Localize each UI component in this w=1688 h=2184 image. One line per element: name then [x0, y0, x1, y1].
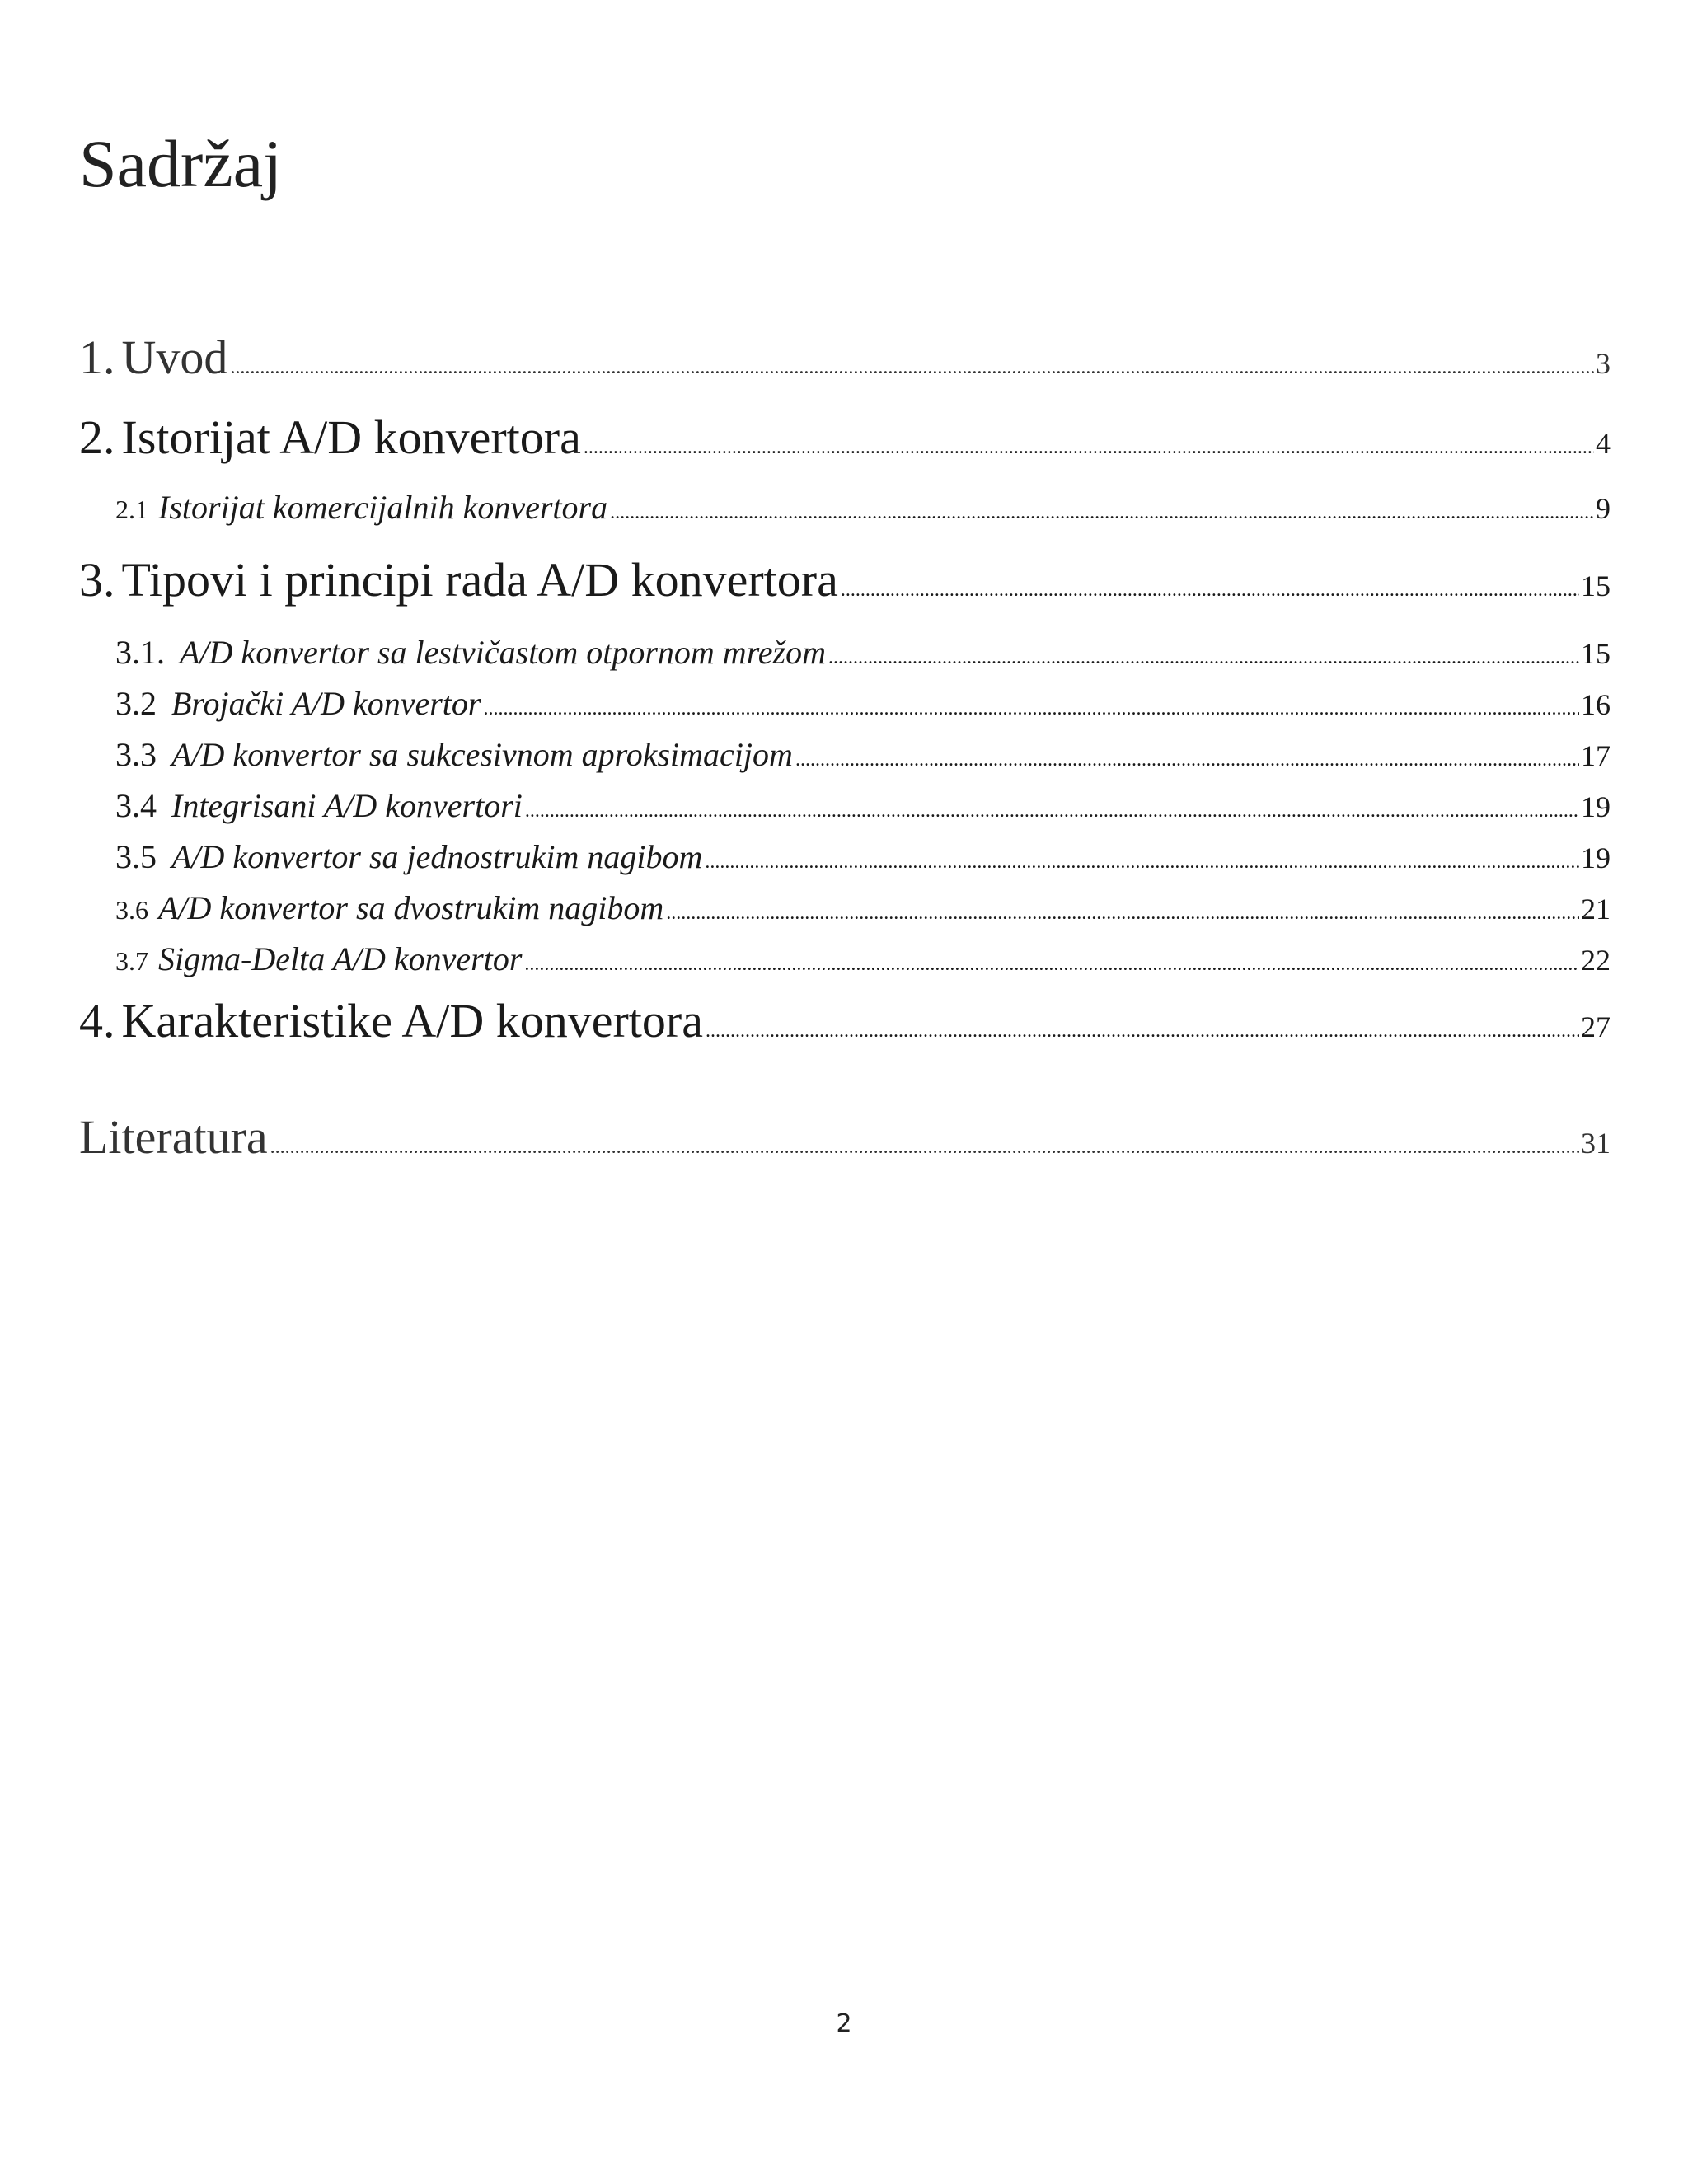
dot-leader	[270, 1137, 1579, 1159]
dot-leader	[706, 1020, 1579, 1043]
toc-entry-page: 15	[1581, 569, 1611, 602]
dot-leader	[483, 698, 1579, 720]
toc-entry-label: Uvod	[121, 330, 228, 384]
toc-entry-label: A/D konvertor sa jednostrukim nagibom	[171, 838, 703, 875]
dot-leader	[828, 647, 1579, 669]
dot-leader	[230, 357, 1594, 379]
toc-entry-istorijat[interactable]	[79, 410, 1611, 465]
dot-leader	[584, 437, 1594, 459]
toc-entry-number: 2.1	[115, 494, 148, 524]
toc-entry-lestvicasta[interactable]	[115, 633, 1611, 672]
toc-entry-number: 3.	[79, 553, 115, 607]
toc-entry-page: 31	[1581, 1127, 1611, 1160]
toc-entry-page: 19	[1581, 790, 1611, 823]
toc-entry-istorijat-komercijalnih[interactable]	[115, 488, 1611, 527]
table-of-contents	[79, 0, 1611, 2184]
dot-leader	[610, 502, 1594, 524]
dot-leader	[705, 851, 1579, 874]
page-number: 2	[836, 2009, 852, 2038]
page-title: Sadržaj	[79, 126, 282, 201]
toc-entry-number: 3.2	[115, 685, 157, 722]
toc-entry-tipovi[interactable]	[79, 552, 1611, 607]
toc-entry-sigma-delta[interactable]	[115, 940, 1611, 978]
toc-entry-page: 19	[1581, 841, 1611, 874]
toc-entry-number: 3.4	[115, 787, 157, 824]
toc-entry-label: Istorijat komercijalnih konvertora	[158, 489, 608, 526]
toc-entry-number: 1.	[79, 330, 115, 384]
toc-entry-number: 3.7	[115, 946, 148, 976]
toc-entry-brojacki[interactable]	[115, 684, 1611, 723]
toc-entry-number: 2.	[79, 410, 115, 464]
toc-entry-page: 3	[1596, 347, 1611, 380]
toc-entry-page: 27	[1581, 1010, 1611, 1043]
toc-entry-label: Sigma-Delta A/D konvertor	[158, 940, 523, 977]
toc-entry-page: 15	[1581, 637, 1611, 670]
toc-entry-jednostruki[interactable]	[115, 837, 1611, 876]
toc-entry-page: 4	[1596, 427, 1611, 460]
toc-entry-label: A/D konvertor sa sukcesivnom aproksimacijom	[171, 736, 793, 773]
toc-entry-integrisani[interactable]	[115, 786, 1611, 825]
toc-entry-page: 17	[1581, 739, 1611, 772]
toc-entry-number: 3.3	[115, 736, 157, 773]
dot-leader	[524, 954, 1579, 976]
dot-leader	[525, 800, 1579, 823]
dot-leader	[795, 749, 1579, 771]
toc-entry-uvod[interactable]	[79, 330, 1611, 385]
toc-entry-karakteristike[interactable]	[79, 993, 1611, 1048]
toc-entry-label: Tipovi i principi rada A/D konvertora	[121, 553, 838, 607]
toc-entry-sukcesivna[interactable]	[115, 735, 1611, 774]
toc-entry-number: 3.6	[115, 895, 148, 925]
toc-entry-page: 21	[1581, 893, 1611, 926]
toc-entry-number: 3.1.	[115, 634, 165, 671]
toc-entry-label: Literatura	[79, 1110, 268, 1164]
toc-entry-page: 22	[1581, 944, 1611, 977]
toc-entry-number: 4.	[79, 994, 115, 1047]
toc-entry-dvostruki[interactable]	[115, 888, 1611, 927]
toc-entry-label: Istorijat A/D konvertora	[121, 410, 581, 464]
toc-entry-label: Integrisani A/D konvertori	[171, 787, 523, 824]
toc-entry-label: A/D konvertor sa dvostrukim nagibom	[158, 889, 664, 926]
dot-leader	[666, 902, 1579, 925]
toc-entry-literatura[interactable]	[79, 1109, 1611, 1165]
toc-entry-page: 9	[1596, 492, 1611, 525]
toc-entry-label: Brojački A/D konvertor	[171, 685, 481, 722]
toc-entry-page: 16	[1581, 688, 1611, 721]
dot-leader	[841, 579, 1579, 602]
toc-entry-label: Karakteristike A/D konvertora	[121, 994, 703, 1047]
toc-entry-label: A/D konvertor sa lestvičastom otpornom mrežom	[180, 634, 826, 671]
toc-entry-number: 3.5	[115, 838, 157, 875]
